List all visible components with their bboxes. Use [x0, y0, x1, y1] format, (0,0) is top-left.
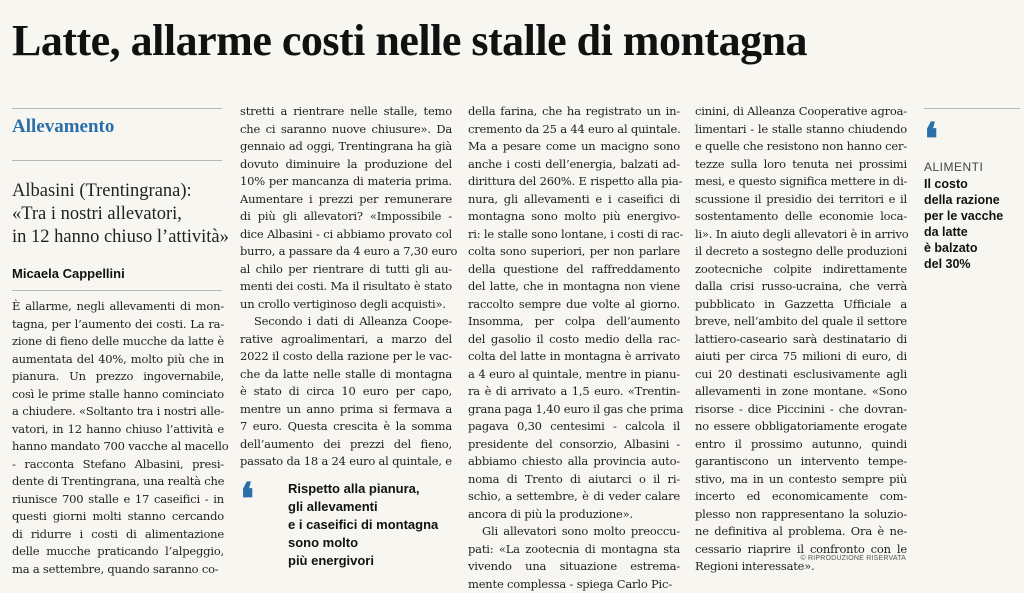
article-line: tezze sulla loro tenuta nei prossimi [695, 156, 907, 174]
article-line: presidente del consorzio, Albasini - [468, 436, 680, 454]
article-line: cinini, di Alleanza Cooperative agroa- [695, 103, 907, 121]
article-line: montagna sono molto più energivo- [468, 208, 680, 226]
article-line: È allarme, negli allevamenti di mon- [12, 298, 224, 316]
article-line: colta sono superiori, per non parlare [468, 243, 680, 261]
article-line: di ridurre i costi di alimentazione [12, 526, 224, 544]
article-line: 10% per mancanza di materia prima. [240, 173, 452, 191]
sidebar-line: da latte [924, 224, 1020, 240]
article-line: rative agroalimentari, a marzo del [240, 331, 452, 349]
article-column-2 [240, 103, 452, 471]
article-line: Regioni interessate». [695, 558, 907, 576]
article-line: hanno mandato 700 vacche al macello [12, 438, 224, 456]
article-line: zione di fieno delle mucche da latte è [12, 333, 224, 351]
divider [12, 108, 222, 109]
sidebar-kicker: ALIMENTI [924, 160, 983, 174]
article-line: dell’aumento dei prezzi del fieno, [240, 436, 452, 454]
article-line: di più gli allevatori? «Impossibile - [240, 208, 452, 226]
deck-line: in 12 hanno chiuso l’attività» [12, 226, 227, 249]
article-line: 2022 il costo della razione per le vac- [240, 348, 452, 366]
sidebar-line: della razione [924, 192, 1020, 208]
article-line: pati: «La zootecnia di montagna sta [468, 541, 680, 559]
article-line: della farina, che ha registrato un in- [468, 103, 680, 121]
article-line: 7 euro. Questa crescita è la somma [240, 418, 452, 436]
article-line: allevamenti in zone montane. «Sono [695, 383, 907, 401]
article-line: breve, nell’ambito del quale il settore [695, 313, 907, 331]
article-line: li». In aiuto degli allevatori è in arrivo [695, 226, 907, 244]
article-line: plesso non rappresentano la soluzio- [695, 506, 907, 524]
article-line: del gasolio il costo medio della rac- [468, 331, 680, 349]
divider [12, 160, 222, 161]
article-line: al chilo per rientrare di tutti gli au- [240, 261, 452, 279]
article-line: cessario riaprire il confronto con le [695, 541, 907, 559]
article-line: pubblicato in Gazzetta Ufficiale a [695, 296, 907, 314]
article-line: che da latte nelle stalle di montagna [240, 366, 452, 384]
pull-quote-line: gli allevamenti [288, 498, 460, 516]
article-column-4 [695, 103, 907, 576]
article-line: grana paga 1,40 euro il gas che prima [468, 401, 680, 419]
pull-quote [240, 480, 460, 560]
reproduction-note: © RIPRODUZIONE RISERVATA [800, 555, 906, 562]
article-line: vatori, in 12 hanno chiuso l’attività e [12, 421, 224, 439]
article-line: - racconta Stefano Albasini, presi- [12, 456, 224, 474]
article-line: mente complessa - spiega Carlo Pic- [468, 576, 680, 593]
article-line: Aumentare i prezzi per remunerare [240, 191, 452, 209]
pull-quote-line: e i caseifici di montagna [288, 516, 460, 534]
article-line: così le prime stalle hanno cominciato [12, 386, 224, 404]
article-column-1 [12, 298, 224, 578]
author-byline: Micaela Cappellini [12, 266, 125, 281]
pull-quote-line: sono molto [288, 534, 460, 552]
article-line: dice Albasini - ci abbiamo provato col [240, 226, 452, 244]
article-line: vivendo una situazione estrema- [468, 558, 680, 576]
article-line: schio, a settembre, è di veder calare [468, 488, 680, 506]
article-line: ancora di più la produzione». [468, 506, 680, 524]
article-line: del latte, che in montagna non viene [468, 278, 680, 296]
article-line: Gli allevatori sono molto preoccu- [468, 523, 680, 541]
article-line: sostentamento delle economie loca- [695, 208, 907, 226]
article-line: un crollo vertiginoso degli acquisti». [240, 296, 452, 314]
article-line: mesi, e questo significa mettere in di- [695, 173, 907, 191]
article-line: burro, a passare da 4 euro a 7,30 euro [240, 243, 452, 261]
article-line: riunisce 700 stalle e 17 caseifici - in [12, 491, 224, 509]
deck [12, 180, 227, 249]
article-line: a chiudere. «Soltanto tra i nostri alle- [12, 403, 224, 421]
article-line: questi giorni molti stanno cercando [12, 508, 224, 526]
article-line: aiuti per circa 75 milioni di euro, di [695, 348, 907, 366]
article-line: pagava 0,30 centesimi - calcola il [468, 418, 680, 436]
deck-line: Albasini (Trentingrana): [12, 180, 227, 203]
article-line: Ma a pesare come un macigno sono [468, 138, 680, 156]
article-line: mentre un anno prima si fermava a [240, 401, 452, 419]
article-line: anche i costi dell’energia, balzati ad- [468, 156, 680, 174]
sidebar-text [924, 176, 1020, 272]
article-line: colta del latte in montagna è arrivato [468, 348, 680, 366]
article-line: ne definitiva al problema. Ora è ne- [695, 523, 907, 541]
sidebar-line: del 30% [924, 256, 1020, 272]
article-line: gennaio ad oggi, Trentingrana ha già [240, 138, 452, 156]
sidebar-line: per le vacche [924, 208, 1020, 224]
article-line: lattiero-caseario sarà destinatario di [695, 331, 907, 349]
article-line: della questione del raffreddamento [468, 261, 680, 279]
article-line: nura, gli allevamenti e i caseifici di [468, 191, 680, 209]
pull-quote-line: Rispetto alla pianura, [288, 480, 460, 498]
article-line: il decreto a sostegno delle produzioni [695, 243, 907, 261]
article-column-3 [468, 103, 680, 593]
article-line: cui 20 destinati esclusivamente agli [695, 366, 907, 384]
article-line: risorse - dice Piccinini - che dovran- [695, 401, 907, 419]
article-line: scussione il presidio dei territori e il [695, 191, 907, 209]
article-line: e quelle che resistono non hanno cer- [695, 138, 907, 156]
article-line: raccolto sempre due volte al giorno. [468, 296, 680, 314]
article-line: tagna, per l’aumento dei costi. La ra- [12, 316, 224, 334]
article-line: stivo, ma in un contesto sempre più [695, 471, 907, 489]
article-line: delle mucche praticando l’alpeggio, [12, 543, 224, 561]
pull-quote-text [288, 480, 460, 570]
article-line: Secondo i dati di Alleanza Coope- [240, 313, 452, 331]
section-label: Allevamento [12, 116, 114, 138]
article-line: stretti a rientrare nelle stalle, temo [240, 103, 452, 121]
article-line: dente di Trentingrana, una realtà che [12, 473, 224, 491]
article-line: entro il prossimo autunno, quindi [695, 436, 907, 454]
article-line: cremento da 25 a 44 euro al quintale. [468, 121, 680, 139]
headline: Latte, allarme costi nelle stalle di montagna [12, 14, 1012, 68]
deck-line: «Tra i nostri allevatori, [12, 203, 227, 226]
article-line: noma di Trento di aiutarci o il ri- [468, 471, 680, 489]
article-line: zootecniche colpite indirettamente [695, 261, 907, 279]
article-line: dovuto diminuire la produzione del [240, 156, 452, 174]
sidebar-line: è balzato [924, 240, 1020, 256]
article-line: no essere obbligatoriamente erogate [695, 418, 907, 436]
quote-mark-icon: ❛ [240, 478, 254, 522]
pull-quote-line: più energivori [288, 552, 460, 570]
article-line: dalla crisi russo-ucraina, che verrà [695, 278, 907, 296]
divider [924, 108, 1020, 109]
article-line: ma a settembre, quando saranno co- [12, 561, 224, 579]
article-line: aumentata del 40%, molto più che in [12, 351, 224, 369]
article-line: garantiscono un intervento tempe- [695, 453, 907, 471]
article-line: ra è di arrivato a 1,5 euro. «Trentin- [468, 383, 680, 401]
article-line: menti dei costi. Ma il risultato è stato [240, 278, 452, 296]
article-line: Insomma, per colpa dell’aumento [468, 313, 680, 331]
article-line: ri: le stalle sono lontane, i costi di rac- [468, 226, 680, 244]
article-line: pianura. Un prezzo ingovernabile, [12, 368, 224, 386]
article-line: incerto ed economicamente com- [695, 488, 907, 506]
divider [12, 290, 222, 291]
article-line: limentari - le stalle stanno chiudendo [695, 121, 907, 139]
article-line: abbiamo chiesto alla provincia auto- [468, 453, 680, 471]
article-line: dirittura del 260%. E rispetto alla pia- [468, 173, 680, 191]
article-line: è stato di circa 10 euro per capo, [240, 383, 452, 401]
article-line: a 4 euro al quintale, mentre in pianu- [468, 366, 680, 384]
sidebar-quote-mark-icon: ❛ [924, 118, 938, 162]
article-line: che ci saranno nuove chiusure». Da [240, 121, 452, 139]
article-line: passato da 18 a 24 euro al quintale, e [240, 453, 452, 471]
sidebar-line: Il costo [924, 176, 1020, 192]
